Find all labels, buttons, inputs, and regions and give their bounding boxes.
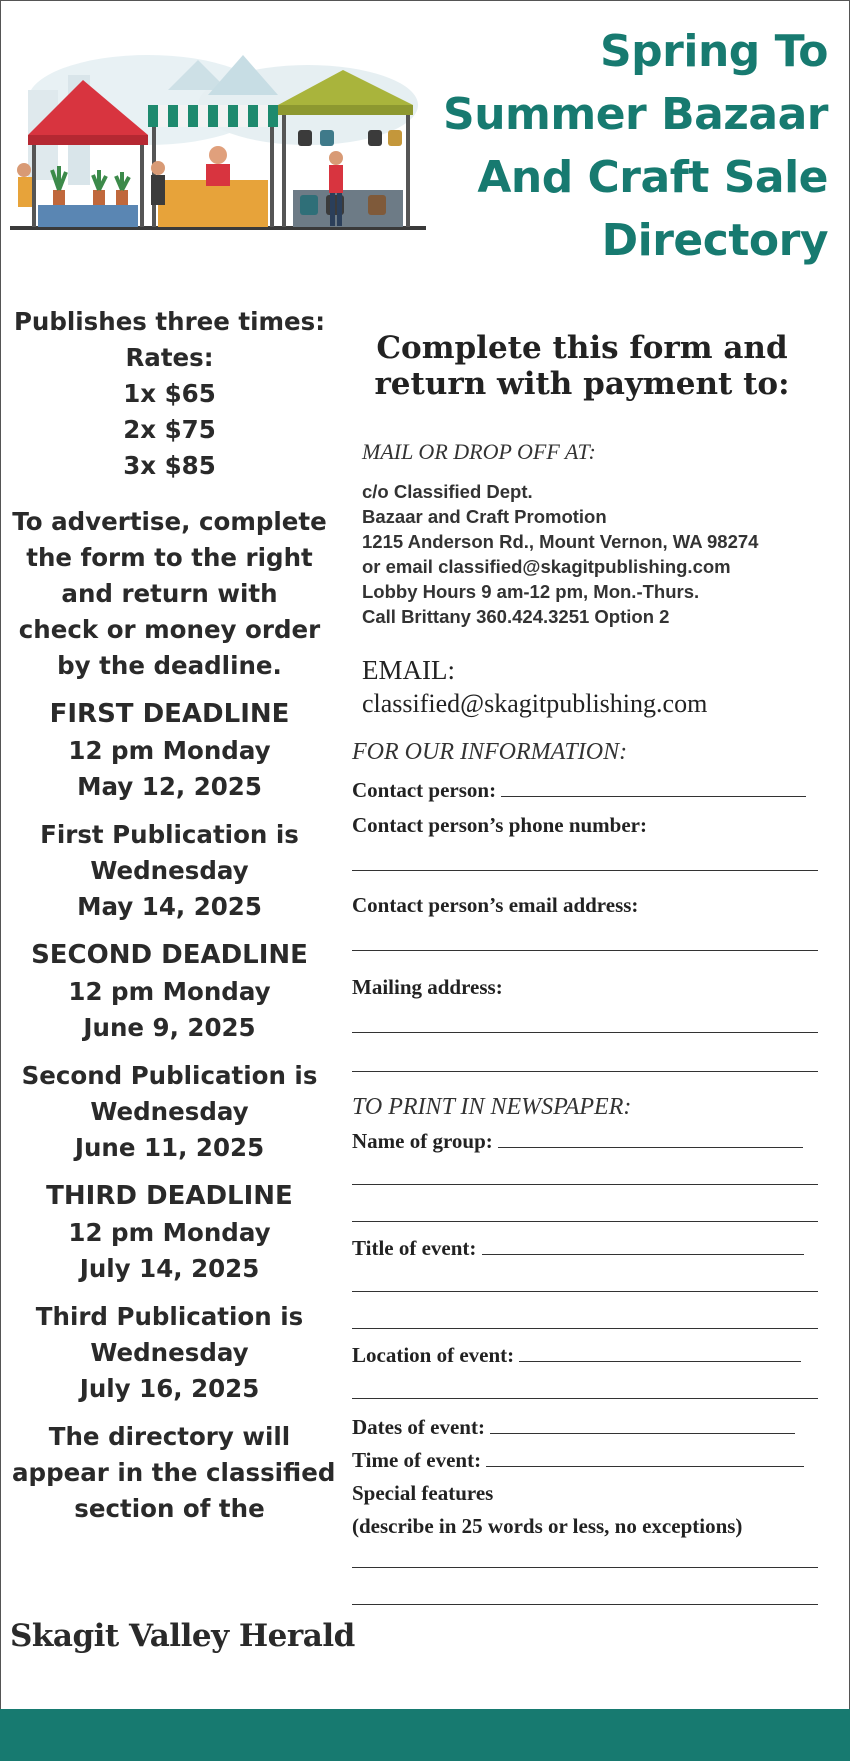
title-line: Directory bbox=[601, 215, 828, 266]
information-section-heading: FOR OUR INFORMATION: bbox=[352, 739, 628, 765]
page-title bbox=[388, 20, 828, 272]
print-section-heading: TO PRINT IN NEWSPAPER: bbox=[352, 1094, 632, 1120]
special-features-label: Special features bbox=[352, 1481, 494, 1505]
event-dates-line[interactable] bbox=[490, 1432, 795, 1434]
mail-label: MAIL OR DROP OFF AT: bbox=[362, 439, 596, 464]
closing-line: section of the bbox=[74, 1494, 265, 1523]
event-title-field[interactable] bbox=[352, 1236, 830, 1261]
instructions-line: and return with bbox=[61, 579, 278, 608]
second-publication-day: Wednesday bbox=[90, 1097, 249, 1126]
rate-item: 2x $75 bbox=[123, 415, 216, 444]
instructions-line: To advertise, complete bbox=[12, 507, 327, 536]
contact-person-line[interactable] bbox=[501, 795, 806, 797]
rates-label: Rates: bbox=[125, 343, 214, 372]
third-deadline-time: 12 pm Monday bbox=[68, 1218, 271, 1247]
first-publication-day: Wednesday bbox=[90, 856, 249, 885]
address-line: Lobby Hours 9 am-12 pm, Mon.-Thurs. bbox=[362, 581, 700, 602]
event-dates-label: Dates of event: bbox=[352, 1415, 485, 1439]
event-location-field[interactable] bbox=[352, 1343, 830, 1368]
contact-email-label: Contact person’s email address: bbox=[352, 893, 639, 917]
third-publication-heading: Third Publication is bbox=[35, 1302, 304, 1331]
closing-line: appear in the classified bbox=[12, 1458, 336, 1487]
title-line: Spring To bbox=[599, 26, 828, 77]
form-heading bbox=[334, 330, 830, 402]
event-time-field[interactable] bbox=[352, 1448, 830, 1473]
newspaper-logo: Skagit Valley Herald bbox=[10, 1618, 355, 1654]
group-name-line[interactable] bbox=[498, 1146, 803, 1148]
second-deadline-heading: SECOND DEADLINE bbox=[31, 940, 308, 970]
email-label: EMAIL: bbox=[362, 655, 455, 685]
contact-person-field[interactable] bbox=[352, 778, 830, 803]
event-title-line[interactable] bbox=[482, 1253, 804, 1255]
first-deadline-heading: FIRST DEADLINE bbox=[49, 699, 290, 729]
group-name-field[interactable] bbox=[352, 1129, 830, 1154]
market-stalls-illustration bbox=[8, 30, 428, 240]
title-line: And Craft Sale bbox=[477, 152, 828, 203]
special-features-note: (describe in 25 words or less, no exceptions) bbox=[352, 1514, 743, 1538]
email-address: classified@skagitpublishing.com bbox=[362, 689, 708, 718]
mailing-address-label: Mailing address: bbox=[352, 975, 503, 999]
first-publication-date: May 14, 2025 bbox=[77, 892, 262, 921]
second-deadline-time: 12 pm Monday bbox=[68, 977, 271, 1006]
mailing-address-block bbox=[362, 479, 830, 629]
group-name-label: Name of group: bbox=[352, 1129, 493, 1153]
first-deadline-date: May 12, 2025 bbox=[77, 772, 262, 801]
second-publication-date: June 11, 2025 bbox=[74, 1133, 265, 1162]
event-time-line[interactable] bbox=[486, 1465, 804, 1467]
event-location-label: Location of event: bbox=[352, 1343, 515, 1367]
address-line: or email classified@skagitpublishing.com bbox=[362, 556, 731, 577]
address-line: c/o Classified Dept. bbox=[362, 481, 533, 502]
contact-phone-label: Contact person’s phone number: bbox=[352, 813, 647, 837]
event-title-label: Title of event: bbox=[352, 1236, 477, 1260]
second-publication-heading: Second Publication is bbox=[21, 1061, 318, 1090]
address-line: 1215 Anderson Rd., Mount Vernon, WA 98274 bbox=[362, 531, 759, 552]
rate-item: 1x $65 bbox=[123, 379, 216, 408]
publishes-text: Publishes three times: bbox=[13, 307, 326, 336]
form-heading-line: Complete this form and bbox=[376, 330, 788, 366]
instructions-line: the form to the right bbox=[26, 543, 313, 572]
event-dates-field[interactable] bbox=[352, 1415, 830, 1440]
info-column bbox=[12, 304, 336, 1527]
address-line: Bazaar and Craft Promotion bbox=[362, 506, 607, 527]
third-publication-date: July 16, 2025 bbox=[79, 1374, 260, 1403]
instructions-line: by the deadline. bbox=[57, 651, 282, 680]
title-line: Summer Bazaar bbox=[443, 89, 828, 140]
second-deadline-date: June 9, 2025 bbox=[83, 1013, 256, 1042]
third-deadline-heading: THIRD DEADLINE bbox=[46, 1181, 293, 1211]
first-deadline-time: 12 pm Monday bbox=[68, 736, 271, 765]
event-time-label: Time of event: bbox=[352, 1448, 482, 1472]
footer-bar bbox=[0, 1709, 850, 1761]
first-publication-heading: First Publication is bbox=[40, 820, 299, 849]
contact-person-label: Contact person: bbox=[352, 778, 497, 802]
event-location-line[interactable] bbox=[519, 1360, 801, 1362]
closing-line: The directory will bbox=[48, 1422, 291, 1451]
form-heading-line: return with payment to: bbox=[374, 366, 790, 402]
third-deadline-date: July 14, 2025 bbox=[79, 1254, 260, 1283]
third-publication-day: Wednesday bbox=[90, 1338, 249, 1367]
address-line: Call Brittany 360.424.3251 Option 2 bbox=[362, 606, 670, 627]
special-features-line[interactable] bbox=[352, 1604, 818, 1605]
rate-item: 3x $85 bbox=[123, 451, 216, 480]
instructions-line: check or money order bbox=[18, 615, 321, 644]
form-column bbox=[340, 330, 830, 1605]
